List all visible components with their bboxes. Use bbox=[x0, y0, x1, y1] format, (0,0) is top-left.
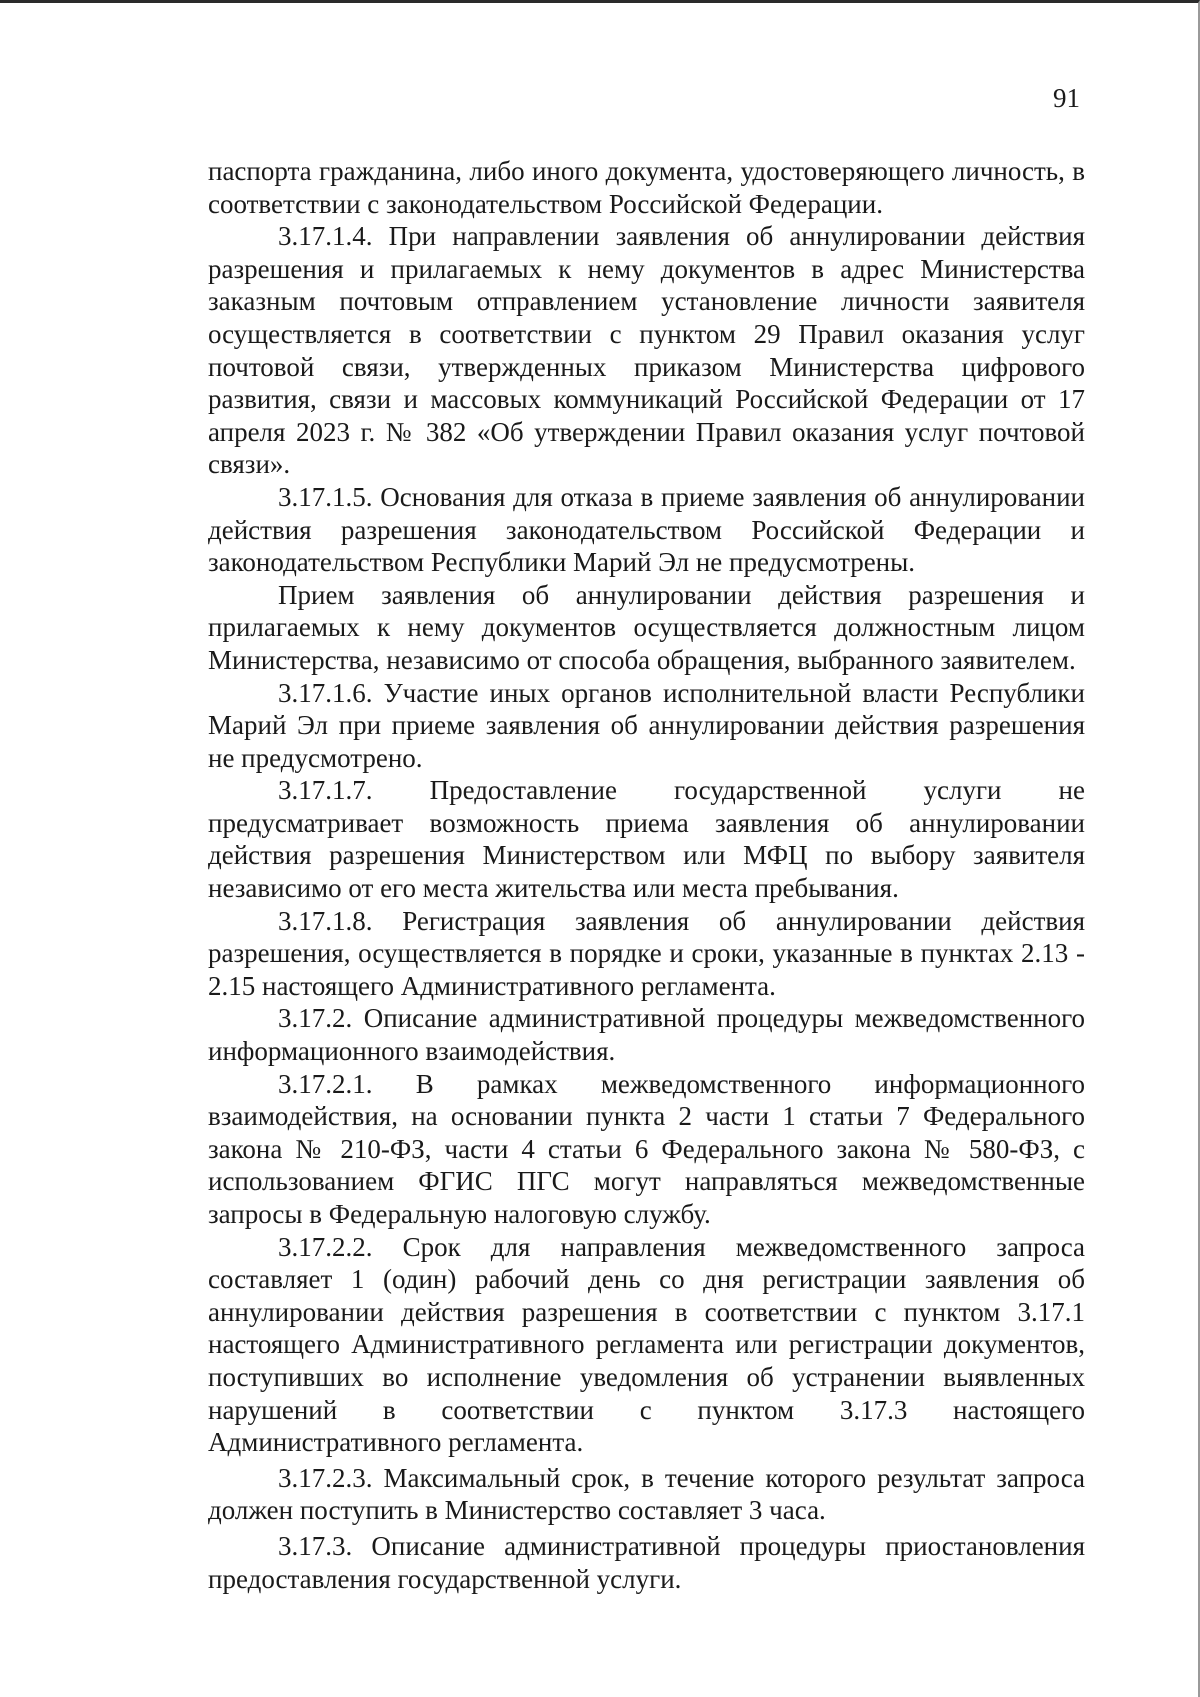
paragraph-3-17-2: 3.17.2. Описание административной процедуры межведомственного информационного взаимодействия. bbox=[208, 1003, 1085, 1067]
document-body bbox=[208, 155, 1085, 1595]
paragraph-reception: Прием заявления об аннулировании действия разрешения и прилагаемых к нему документов осуществляется должностным лицом Министерства, независимо от способа обращения, выбранного заявителем. bbox=[208, 579, 1085, 675]
paragraph-3-17-1-5: 3.17.1.5. Основания для отказа в приеме заявления об аннулировании действия разрешения законодательством Российской Федерации и законодательством Республики Марий Эл не предусмотрены. bbox=[208, 481, 1085, 578]
paragraph-3-17-2-1: 3.17.2.1. В рамках межведомственного информационного взаимодействия, на основании пункта 2 части 1 статьи 7 Федерального закона № 210-ФЗ, части 4 статьи 6 Федерального закона № 580-ФЗ, с использованием ФГИС ПГС могут направляться межведомственные запросы в Федеральную налоговую службу. bbox=[208, 1068, 1085, 1229]
paragraph-3-17-2-2: 3.17.2.2. Срок для направления межведомственного запроса составляет 1 (один) рабочий день со дня регистрации заявления об аннулировании действия разрешения в соответствии с пунктом 3.17.1 настоящего Административного регламента или регистрации документов, поступивших во исполнение уведомления об устранении выявленных нарушений в соответствии с пунктом 3.17.3 настоящего Административного регламента. bbox=[208, 1231, 1085, 1458]
paragraph-3-17-1-7: 3.17.1.7. Предоставление государственной услуги не предусматривает возможность приема заявления об аннулировании действия разрешения Министерством или МФЦ по выбору заявителя независимо от его места жительства или места пребывания. bbox=[208, 775, 1085, 904]
paragraph-3-17-2-3: 3.17.2.3. Максимальный срок, в течение которого результат запроса должен поступить в Министерство составляет 3 часа. bbox=[208, 1462, 1085, 1526]
paragraph-3-17-1-8: 3.17.1.8. Регистрация заявления об аннулировании действия разрешения, осуществляется в порядке и сроки, указанные в пунктах 2.13 - 2.15 настоящего Административного регламента. bbox=[208, 905, 1085, 1001]
page-number: 91 bbox=[1053, 83, 1080, 113]
paragraph-3-17-1-4: 3.17.1.4. При направлении заявления об аннулировании действия разрешения и прилагаемых к нему документов в адрес Министерства заказным почтовым отправлением установление личности заявителя осуществляется в соответствии с пунктом 29 Правил оказания услуг почтовой связи, утвержденных приказом Министерства цифрового развития, связи и массовых коммуникаций Российской Федерации от 17 апреля 2023 г. № 382 «Об утверждении Правил оказания услуг почтовой связи». bbox=[208, 221, 1085, 480]
paragraph-3-17-3: 3.17.3. Описание административной процедуры приостановления предоставления государственной услуги. bbox=[208, 1530, 1085, 1594]
paragraph-passport-continuation: паспорта гражданина, либо иного документа, удостоверяющего личность, в соответствии с законодательством Российской Федерации. bbox=[208, 156, 1085, 219]
paragraph-3-17-1-6: 3.17.1.6. Участие иных органов исполнительной власти Республики Марий Эл при приеме заявления об аннулировании действия разрешения не предусмотрено. bbox=[208, 677, 1085, 773]
